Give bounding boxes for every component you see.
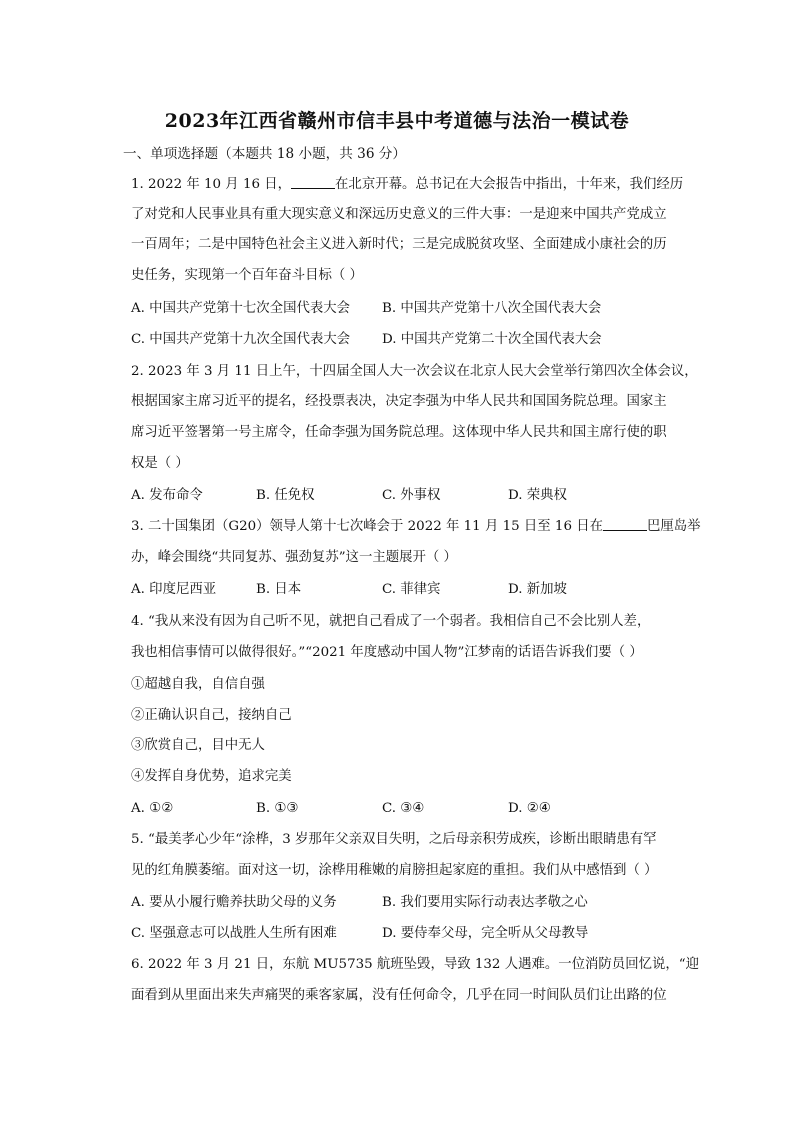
question-2-option-a: A. 发布命令 — [131, 488, 203, 503]
question-1-line-4: 史任务，实现第一个百年奋斗目标（ ） — [131, 268, 363, 283]
question-4-statement-2: ②正确认识自己，接纳自己 — [131, 708, 292, 723]
answer-blank — [291, 176, 335, 189]
question-2-option-c: C. 外事权 — [382, 488, 441, 503]
question-6-line-1: 6. 2022 年 3 月 21 日，东航 MU5735 航班坠毁，导致 132 人遇难。一位消防员回忆说，“迎 — [131, 957, 700, 972]
question-3-line-2: 办，峰会围绕“共同复苏、强劲复苏”这一主题展开（ ） — [131, 550, 457, 565]
question-5-option-a: A. 要从小履行赡养扶助父母的义务 — [131, 895, 337, 910]
question-4-option-b: B. ①③ — [256, 801, 299, 816]
question-2-line-3: 席习近平签署第一号主席令，任命李强为国务院总理。这体现中华人民共和国主席行使的职 — [131, 425, 667, 440]
question-3-option-d: D. 新加坡 — [508, 582, 567, 597]
page-title: 2023年江西省赣州市信丰县中考道德与法治一模试卷 — [164, 110, 630, 132]
question-4-option-d: D. ②④ — [508, 801, 551, 816]
question-4-option-c: C. ③④ — [382, 801, 425, 816]
question-2-line-4: 权是（ ） — [131, 456, 189, 471]
question-3-line-1: 3. 二十国集团（G20）领导人第十七次峰会于 2022 年 11 月 15 日至 16 日在 巴厘岛举 — [131, 519, 701, 534]
question-1-option-a: A. 中国共产党第十七次全国代表大会 — [131, 301, 351, 316]
question-4-statement-1: ①超越自我，自信自强 — [131, 677, 265, 692]
question-4-line-1: 4. “我从来没有因为自己听不见，就把自己看成了一个弱者。我相信自己不会比别人差， — [131, 614, 651, 629]
question-2-option-b: B. 任免权 — [256, 488, 315, 503]
question-1-line-1: 1. 2022 年 10 月 16 日， 在北京开幕。总书记在大会报告中指出，十年来，我们经历 — [131, 177, 684, 192]
answer-blank — [603, 518, 647, 531]
question-1-option-d: D. 中国共产党第二十次全国代表大会 — [382, 332, 602, 347]
question-4-line-2: 我也相信事情可以做得很好。”“2021 年度感动中国人物”江梦南的话语告诉我们要（ ） — [131, 645, 643, 660]
question-4-statement-3: ③欣赏自己，目中无人 — [131, 738, 265, 753]
question-5-line-1: 5. “最美孝心少年“涂桦，3 岁那年父亲双目失明，之后母亲积劳成疾，诊断出眼睛患有罕 — [131, 832, 657, 847]
question-5-option-c: C. 坚强意志可以战胜人生所有困难 — [131, 926, 337, 941]
question-3-option-a: A. 印度尼西亚 — [131, 582, 217, 597]
question-1-option-b: B. 中国共产党第十八次全国代表大会 — [382, 301, 602, 316]
question-5-option-d: D. 要侍奉父母，完全听从父母教导 — [382, 926, 589, 941]
question-3-option-c: C. 菲律宾 — [382, 582, 441, 597]
question-4-statement-4: ④发挥自身优势，追求完美 — [131, 769, 292, 784]
question-2-line-1: 2. 2023 年 3 月 11 日上午，十四届全国人大一次会议在北京人民大会堂举行第四次全体会议， — [131, 364, 698, 379]
question-2-line-2: 根据国家主席习近平的提名，经投票表决，决定李强为中华人民共和国国务院总理。国家主 — [131, 394, 667, 409]
question-3-option-b: B. 日本 — [256, 582, 302, 597]
question-5-option-b: B. 我们要用实际行动表达孝敬之心 — [382, 895, 588, 910]
question-4-option-a: A. ①② — [131, 801, 174, 816]
question-1-line-3: 一百周年；二是中国特色社会主义进入新时代；三是完成脱贫攻坚、全面建成小康社会的历 — [131, 237, 667, 252]
section-heading: 一、单项选择题（本题共 18 小题，共 36 分） — [123, 146, 406, 162]
question-1-line-2: 了对党和人民事业具有重大现实意义和深远历史意义的三件大事：一是迎来中国共产党成立 — [131, 207, 667, 222]
question-1-option-c: C. 中国共产党第十九次全国代表大会 — [131, 332, 351, 347]
question-2-option-d: D. 荣典权 — [508, 488, 567, 503]
question-6-line-2: 面看到从里面出来失声痛哭的乘客家属，没有任何命令，几乎在同一时间队员们让出路的位 — [131, 988, 667, 1003]
question-5-line-2: 见的红角膜萎缩。面对这一切，涂桦用稚嫩的肩膀担起家庭的重担。我们从中感悟到（ ） — [131, 863, 658, 878]
